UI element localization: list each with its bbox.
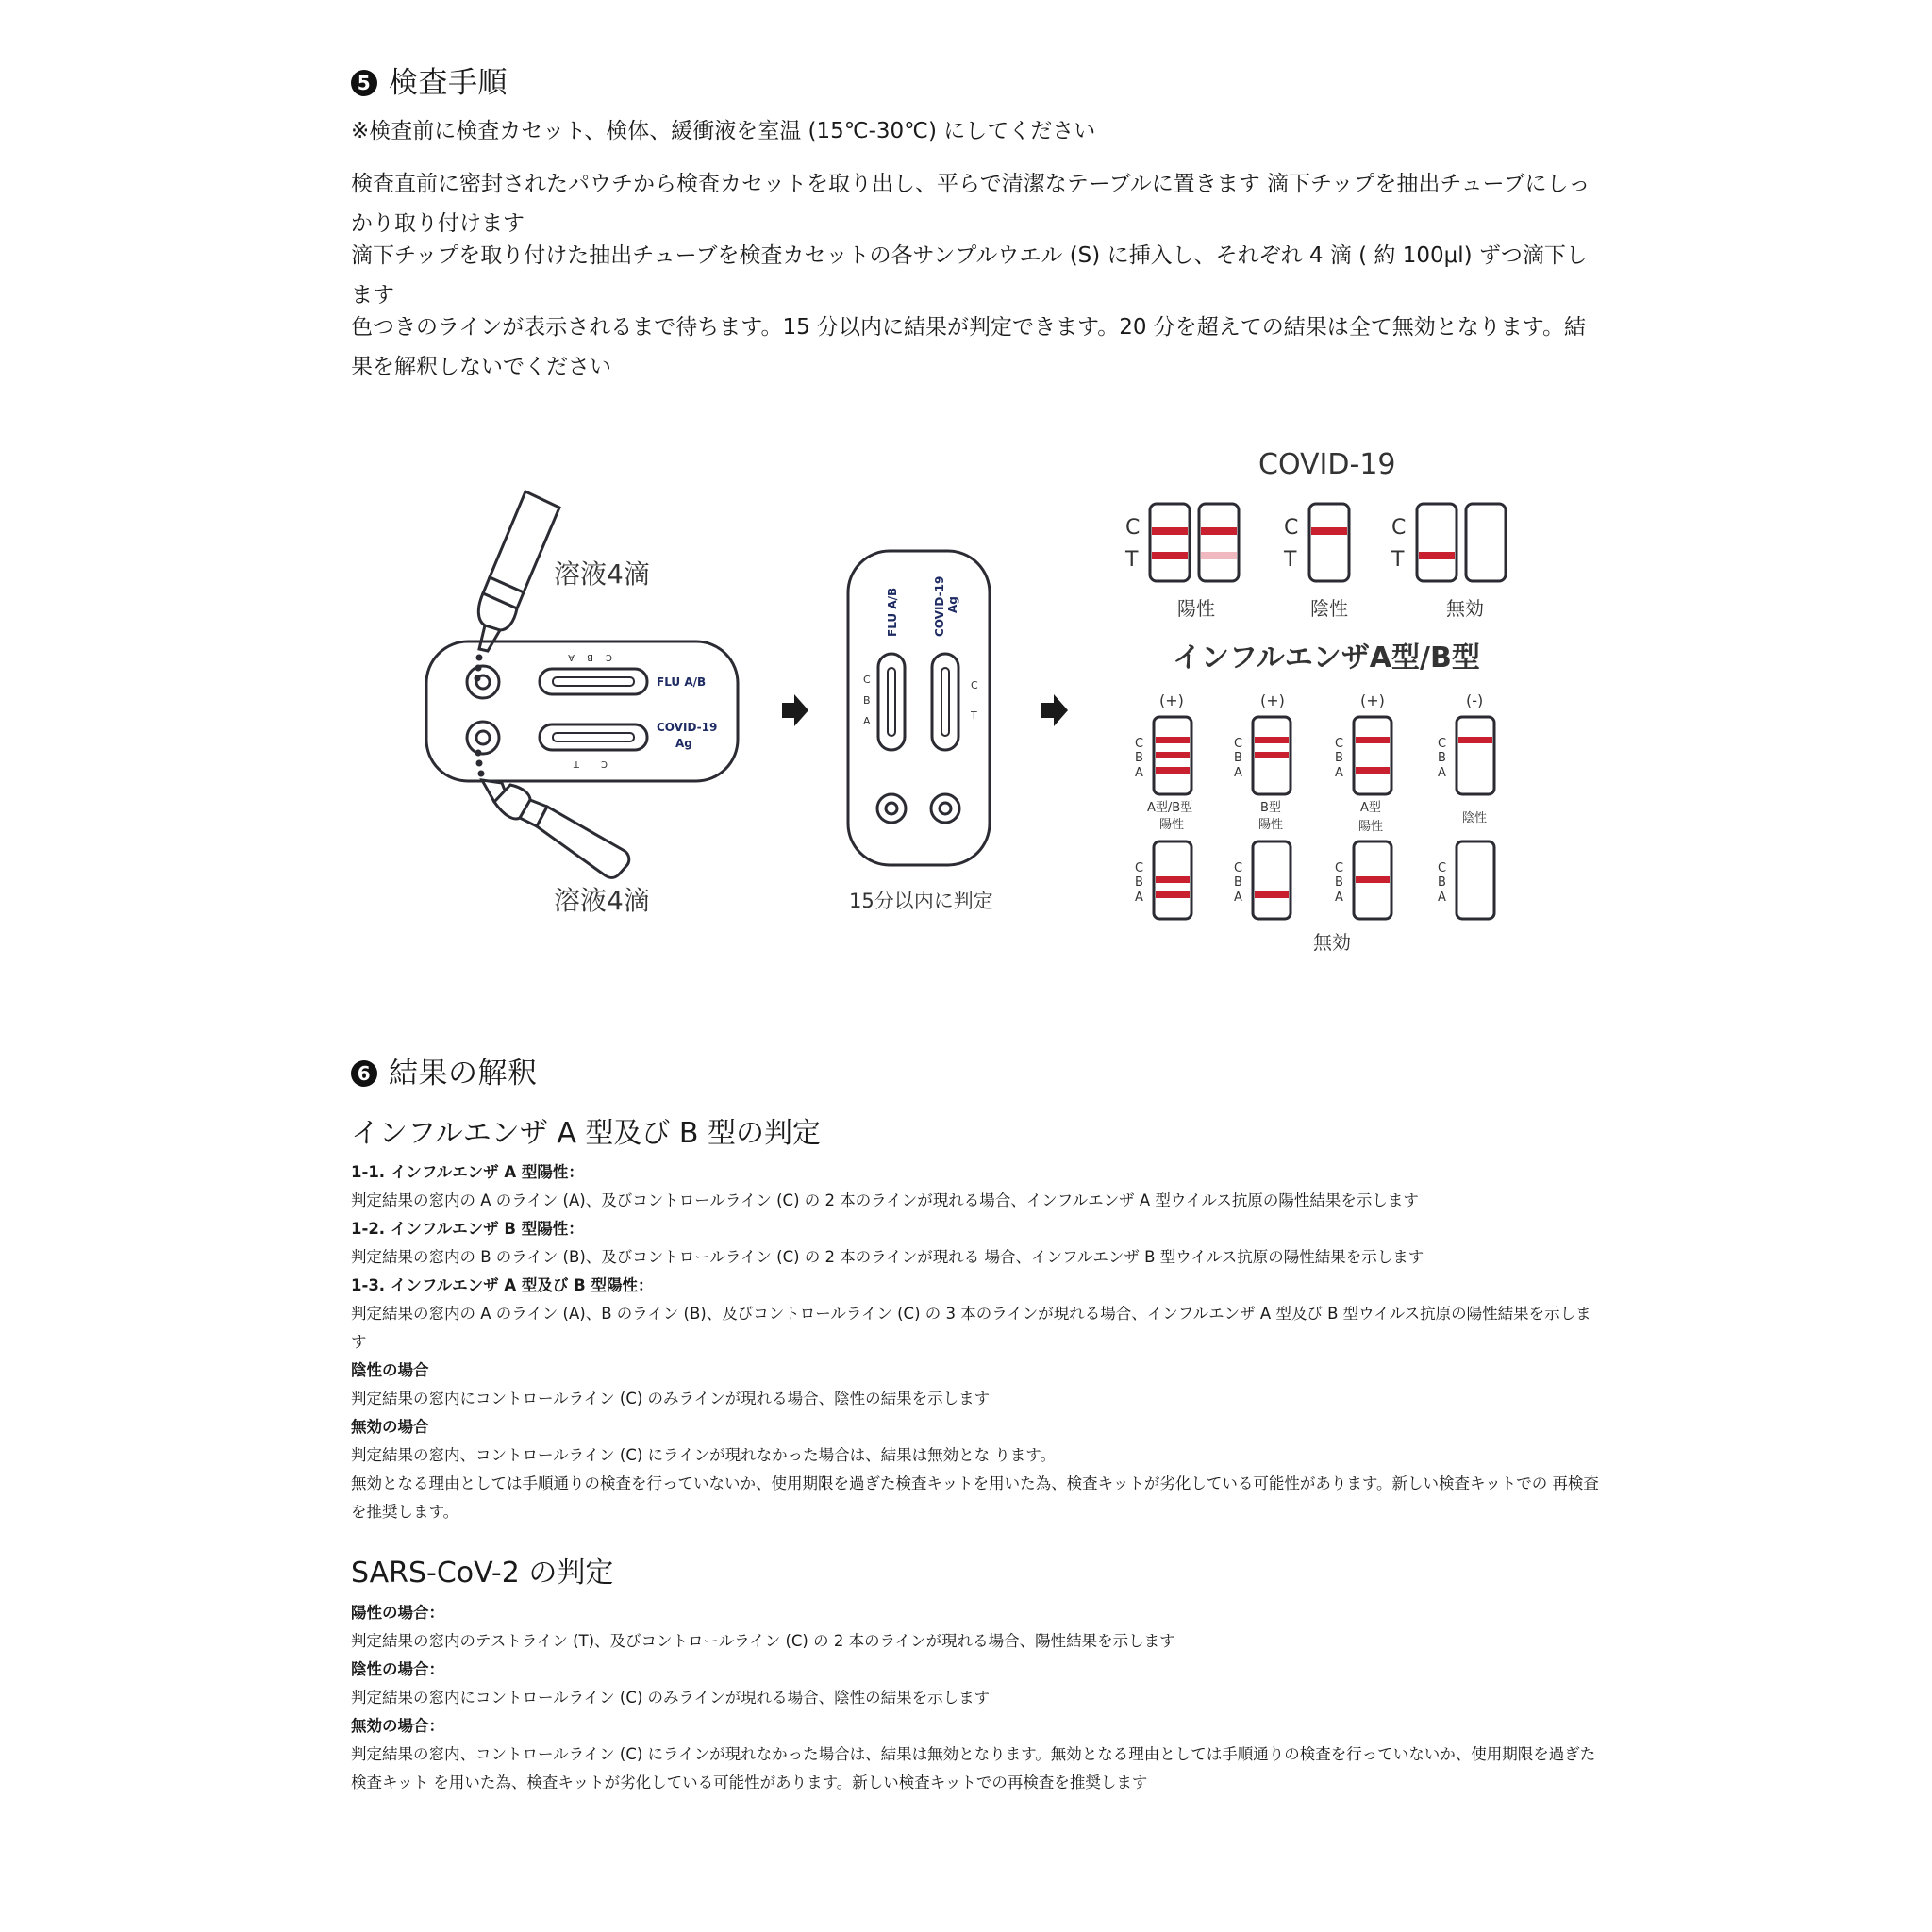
procedure-step-3: 色つきのラインが表示されるまで待ちます。15 分以内に結果が判定できます。20 分を超えての結果は全て無効となります。結果を解釈しないでください [351, 315, 1586, 379]
drop-label-top: 溶液4滴 [554, 558, 650, 590]
flu-letter-b: B [1335, 751, 1343, 765]
covid-invalid-strips [1391, 504, 1506, 581]
cassette-letter-c2: C [601, 758, 608, 769]
flu-letter-b: B [1234, 875, 1242, 890]
flu-letter-a: A [1234, 891, 1242, 905]
vertical-letter-b: B [863, 694, 871, 707]
covid-t-label-1: T [1125, 548, 1139, 572]
flu-label-b-line1: B型 [1260, 801, 1281, 815]
flu-label-ab-line1: A型/B型 [1147, 801, 1193, 815]
flu-invalid-strip-2 [1234, 841, 1291, 919]
section-5-number-badge: 5 [351, 70, 377, 96]
flu-letter-c: C [1234, 737, 1243, 751]
flu-item-1-2-heading: 1-2. インフルエンザ B 型陽性： [351, 1220, 584, 1238]
flu-letter-c: C [1234, 861, 1243, 875]
vertical-letter-t: T [971, 709, 977, 722]
flu-label-b-line2: 陽性 [1258, 818, 1284, 832]
vertical-letter-c: C [863, 674, 871, 686]
flu-invalid-heading: 無効の場合 [351, 1418, 429, 1436]
flu-label-a-line2: 陽性 [1358, 820, 1384, 834]
vertical-letter-c-right: C [971, 679, 978, 691]
covid-strip-1-c-line [1152, 527, 1188, 535]
flu-interpretation-heading: インフルエンザ A 型及び B 型の判定 [351, 1117, 822, 1150]
covid-c-label-2: C [1284, 516, 1299, 540]
flu-invalid-strip-1 [1135, 841, 1191, 919]
sars-negative-heading: 陰性の場合： [351, 1660, 444, 1678]
sars-interpretation-body [351, 1599, 1606, 1797]
vertical-covid-label: COVID-19 [933, 575, 946, 637]
covid-strip-2-t-line-faint [1201, 552, 1237, 559]
flu-letter-b: B [1438, 751, 1446, 765]
flu-letter-b: B [1135, 875, 1143, 890]
flu-letter-a: A [1335, 766, 1343, 780]
cassette-covid-ag-label: Ag [675, 737, 692, 750]
section-6-number-badge: 6 [351, 1060, 377, 1087]
flu-results-title: インフルエンザA型/B型 [1173, 641, 1480, 675]
flu-label-negative: 陰性 [1462, 811, 1488, 825]
wait-label: 15分以内に判定 [849, 890, 993, 912]
sars-interpretation-heading: SARS-CoV-2 の判定 [351, 1557, 614, 1590]
cassette-letter-t: T [573, 758, 579, 769]
covid-c-label-3: C [1391, 516, 1407, 540]
flu-invalid-text: 判定結果の窓内、コントロールライン (C) にラインが現れなかった場合は、結果は無効とな ります。 [351, 1446, 1056, 1464]
flu-letter-c: C [1438, 737, 1447, 751]
covid-strip-3-c-line [1311, 527, 1347, 535]
flu-negative-text: 判定結果の窓内にコントロールライン (C) のみラインが現れる場合、陰性の結果を示します [351, 1390, 991, 1407]
vertical-cassette [848, 551, 990, 865]
arrow-1-icon [782, 694, 808, 726]
covid-c-label-1: C [1125, 516, 1141, 540]
dropper-tube-top [475, 491, 560, 682]
vertical-letter-a: A [863, 715, 871, 727]
flu-letter-b: B [1438, 875, 1446, 890]
covid-t-label-2: T [1284, 548, 1297, 572]
cassette-flu-label: FLU A/B [657, 675, 707, 689]
flu-invalid-strip-3 [1335, 841, 1391, 919]
flu-letter-c: C [1335, 737, 1344, 751]
flu-sign-2: (+) [1260, 691, 1285, 709]
flu-letter-c: C [1135, 861, 1144, 875]
flu-letter-a: A [1135, 766, 1143, 780]
covid-strip-2-c-line [1201, 527, 1237, 535]
covid-result-invalid: 無効 [1446, 597, 1484, 620]
flu-letter-c: C [1335, 861, 1344, 875]
flu-item-1-1-heading: 1-1. インフルエンザ A 型陽性： [351, 1163, 584, 1181]
flu-strip-ab-positive [1135, 717, 1191, 794]
flu-item-1-3-text: 判定結果の窓内の A のライン (A)、B のライン (B)、及びコントロールライン (C) の 3 本のラインが現れる場合、インフルエンザ A 型及び B 型ウイルス抗原の陽性結果を示します [351, 1305, 1591, 1351]
cassette-letter-b: B [587, 652, 593, 662]
flu-letter-a: A [1335, 891, 1343, 905]
section-6-heading [351, 1049, 538, 1091]
flu-strip-a-positive [1335, 717, 1391, 794]
flu-letter-a: A [1234, 766, 1242, 780]
section-6-title: 結果の解釈 [389, 1057, 538, 1091]
flu-strip-b-positive [1234, 717, 1291, 794]
flu-label-a-line1: A型 [1360, 801, 1381, 815]
flu-item-1-3-heading: 1-3. インフルエンザ A 型及び B 型陽性： [351, 1276, 654, 1294]
covid-results-title: COVID-19 [1258, 448, 1396, 481]
cassette-letter-c: C [606, 652, 612, 662]
sars-positive-text: 判定結果の窓内のテストライン (T)、及びコントロールライン (C) の 2 本のラインが現れる場合、陽性結果を示します [351, 1632, 1175, 1650]
flu-negative-heading: 陰性の場合 [351, 1361, 429, 1379]
section-5-title: 検査手順 [389, 66, 508, 100]
vertical-covid-ag-label: Ag [946, 596, 959, 613]
flu-sign-4: (-) [1466, 691, 1484, 709]
covid-result-positive: 陽性 [1177, 597, 1215, 620]
vertical-flu-label: FLU A/B [886, 587, 899, 637]
sars-invalid-heading: 無効の場合： [351, 1717, 444, 1735]
cassette-covid-label: COVID-19 [657, 721, 718, 734]
flu-interpretation-body [351, 1158, 1606, 1526]
flu-letter-a: A [1438, 891, 1446, 905]
sars-negative-text: 判定結果の窓内にコントロールライン (C) のみラインが現れる場合、陰性の結果を示します [351, 1689, 991, 1707]
covid-negative-strip [1283, 504, 1349, 581]
covid-t-label-3: T [1391, 548, 1405, 572]
procedure-step-2: 滴下チップを取り付けた抽出チューブを検査カセットの各サンプルウエル (S) に挿入し、それぞれ 4 滴 ( 約 100μl) ずつ滴下します [351, 243, 1588, 308]
flu-letter-b: B [1135, 751, 1143, 765]
pre-test-note: ※検査前に検査カセット、検体、緩衝液を室温 (15℃-30℃) にしてください [351, 119, 1096, 143]
horizontal-cassette [426, 641, 738, 781]
flu-invalid-reason-text: 無効となる理由としては手順通りの検査を行っていないか、使用期限を過ぎた検査キットを用いた為、検査キットが劣化している可能性があります。新しい検査キットでの 再検査を推奨します。 [351, 1474, 1599, 1521]
flu-sign-1: (+) [1159, 691, 1184, 709]
flu-letter-b: B [1335, 875, 1343, 890]
sars-invalid-text: 判定結果の窓内、コントロールライン (C) にラインが現れなかった場合は、結果は無効となります。無効となる理由としては手順通りの検査を行っていないか、使用期限を過ぎた検査キット を用いた為、検査キットが劣化している可能性があります。新しい検査キットでの再検査を推奨します [351, 1745, 1596, 1791]
flu-letter-a: A [1135, 891, 1143, 905]
covid-positive-strips [1124, 504, 1239, 581]
arrow-2-icon [1041, 694, 1068, 726]
procedure-step-1: 検査直前に密封されたパウチから検査カセットを取り出し、平らで清潔なテーブルに置きます 滴下チップを抽出チューブにしっかり取り付けます [351, 172, 1591, 236]
covid-strip-1-t-line [1152, 552, 1188, 559]
flu-letter-a: A [1438, 766, 1446, 780]
flu-item-1-1-text: 判定結果の窓内の A のライン (A)、及びコントロールライン (C) の 2 本のラインが現れる場合、インフルエンザ A 型ウイルス抗原の陽性結果を示します [351, 1191, 1419, 1209]
flu-invalid-label: 無効 [1313, 931, 1351, 954]
flu-strip-negative [1438, 717, 1494, 794]
cassette-letter-a: A [568, 652, 575, 662]
flu-letter-c: C [1135, 737, 1144, 751]
flu-invalid-strip-4 [1438, 841, 1494, 919]
sars-positive-heading: 陽性の場合： [351, 1604, 444, 1622]
flu-item-1-2-text: 判定結果の窓内の B のライン (B)、及びコントロールライン (C) の 2 本のラインが現れる 場合、インフルエンザ B 型ウイルス抗原の陽性結果を示します [351, 1248, 1424, 1266]
drop-label-bottom: 溶液4滴 [554, 885, 650, 916]
covid-result-negative: 陰性 [1310, 597, 1348, 620]
flu-letter-c: C [1438, 861, 1447, 875]
flu-label-ab-line2: 陽性 [1159, 818, 1185, 832]
covid-strip-4-t-line [1419, 552, 1455, 559]
flu-letter-b: B [1234, 751, 1242, 765]
flu-sign-3: (+) [1360, 691, 1385, 709]
